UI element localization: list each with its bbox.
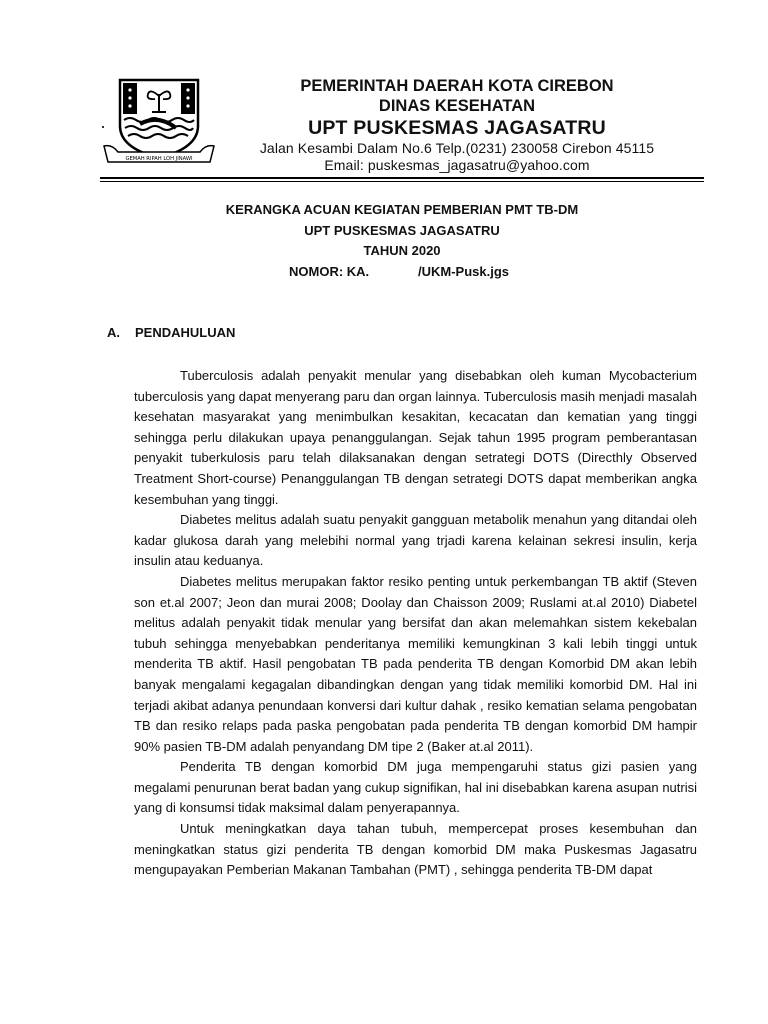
document-title: KERANGKA ACUAN KEGIATAN PEMBERIAN PMT TB-DM xyxy=(225,202,579,217)
document-title-block xyxy=(100,200,704,282)
letterhead-address: Jalan Kesambi Dalam No.6 Telp.(0231) 230058 Cirebon 45115 xyxy=(259,140,655,156)
letterhead-rule-thick xyxy=(100,177,704,179)
logo-motto: GEMAH RIPAH LOH JINAWI xyxy=(125,156,193,162)
emblem-icon xyxy=(100,74,218,166)
paragraph: Untuk meningkatkan daya tahan tubuh, mempercepat proses kesembuhan dan meningkatkan status gizi penderita TB dengan komorbid DM maka Puskesmas Jagasatru mengupayakan Pemberian Makanan Tambahan (PMT) , sehingga penderita TB-DM dapat xyxy=(134,821,697,878)
letterhead xyxy=(232,76,682,174)
letterhead-rule-thin xyxy=(100,181,704,182)
document-number-suffix: /UKM-Pusk.jgs xyxy=(418,263,510,279)
paragraph: Diabetes melitus adalah suatu penyakit gangguan metabolik menahun yang ditandai oleh kadar glukosa darah yang melebihi normal yang trjadi karena kelainan sekresi insulin, kerja insulin atau keduanya. xyxy=(134,512,697,569)
section-heading xyxy=(107,325,235,340)
section-title: PENDAHULUAN xyxy=(135,325,236,340)
paragraph: Tuberculosis adalah penyakit menular yang disebabkan oleh kuman Mycobacterium tuberculosis yang dapat menyerang paru dan organ lainnya. Tuberculosis masih menjadi masalah kesehatan masyarakat yang menimbulkan kesakitan, kecacatan dan kematian yang tinggi sehingga perlu dilakukan upaya penanggulangan. Sejak tahun 1995 program pemberantasan penyakit tuberkulosis paru telah dilaksanakan dengan setrategi DOTS (Directhly Observed Treatment Short-course) Penanggulangan TB dengan setrategi DOTS dapat memberikan angka kesembuhan yang tinggi. xyxy=(134,368,697,507)
document-number xyxy=(100,262,704,283)
letterhead-institution: UPT PUSKESMAS JAGASATRU xyxy=(308,117,606,139)
letterhead-department: DINAS KESEHATAN xyxy=(378,97,536,115)
section-body xyxy=(134,366,697,881)
section-letter: A. xyxy=(107,325,120,340)
document-year: TAHUN 2020 xyxy=(363,243,441,258)
city-emblem-logo xyxy=(100,74,218,166)
paragraph: Diabetes melitus merupakan faktor resiko penting untuk perkembangan TB aktif (Steven son et.al 2007; Jeon dan murai 2008; Doolay dan Chaisson 2009; Ruslami at.al 2010) Diabetel melitus adalah penyakit tidak menular yang bersifat dan akan melemahkan sistem kekebalan tubuh sehingga menyebabkan penderitanya memiliki kemungkinan 3 kali lebih tinggi untuk menderita TB aktif. Hasil pengobatan TB pada penderita TB dengan Komorbid DM akan lebih banyak mengalami kegagalan dibandingkan dengan yang tidak memiliki komorbid DM. Hal ini terjadi akibat adanya penundaan konversi dari kultur dahak , resiko kematian selama pengobatan TB dan resiko relaps pada paska pengobatan pada penderita TB dengan komorbid DM hampir 90% pasien TB-DM adalah penyandang DM tipe 2 (Baker at.al 2011). xyxy=(134,573,697,754)
margin-mark xyxy=(102,126,104,128)
document-number-label: NOMOR: KA. xyxy=(289,263,370,279)
document-subtitle: UPT PUSKESMAS JAGASATRU xyxy=(304,222,500,238)
letterhead-government: PEMERINTAH DAERAH KOTA CIREBON xyxy=(300,77,614,95)
paragraph: Penderita TB dengan komorbid DM juga mempengaruhi status gizi pasien yang megalami penurunan berat badan yang cukup signifikan, hal ini disebabkan karena asupan nutrisi yang di konsumsi tidak maksimal dalam penyerapannya. xyxy=(134,759,697,816)
letterhead-email: Email: puskesmas_jagasatru@yahoo.com xyxy=(324,157,590,173)
